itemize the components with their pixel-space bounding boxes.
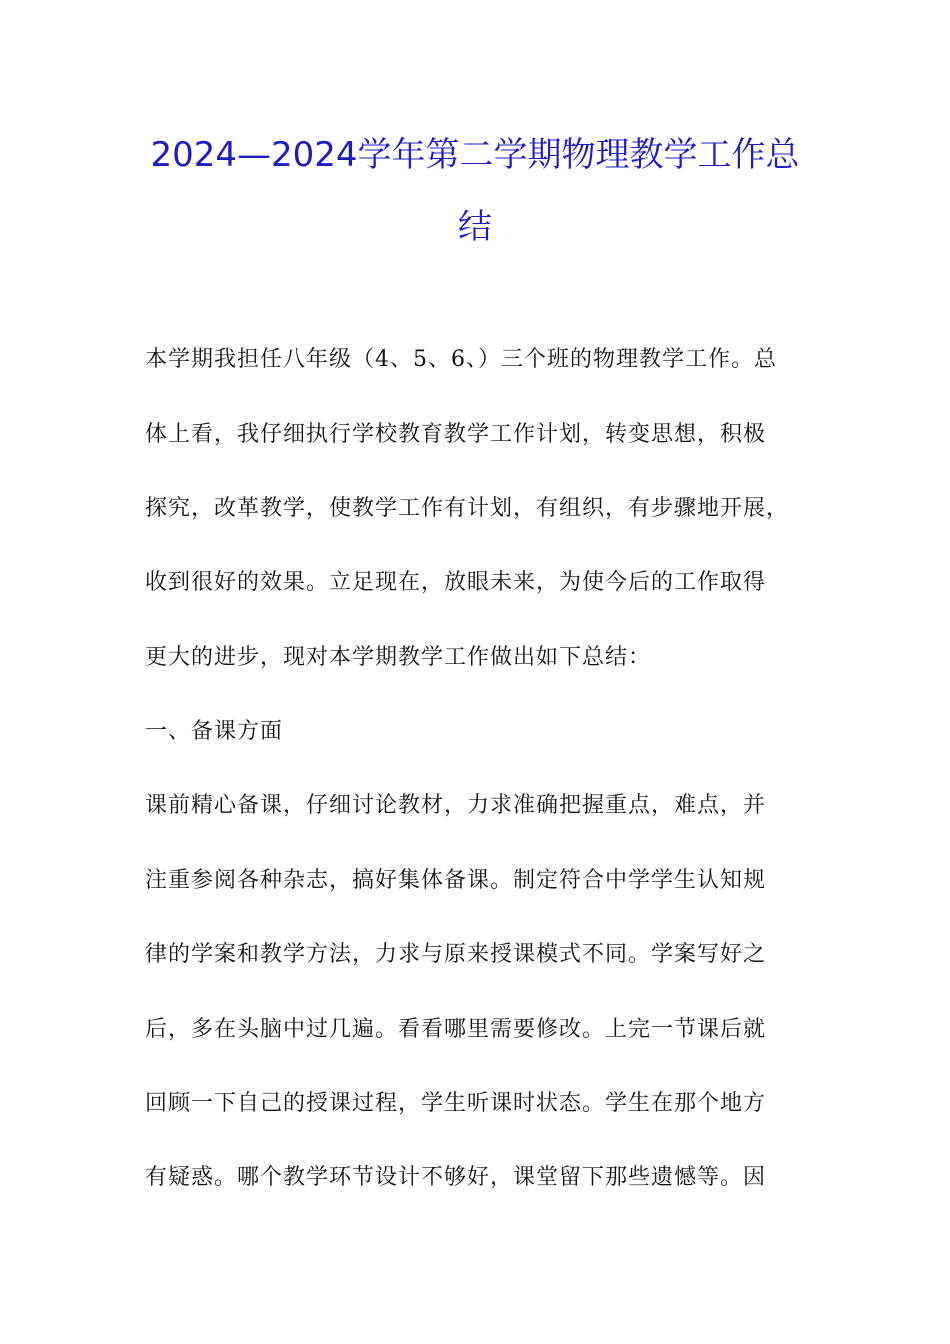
section1-line-3: 律的学案和教学方法，力求与原来授课模式不同。学案写好之 <box>145 942 767 967</box>
section-heading-lesson-prep: 一、备课方面 <box>145 719 284 744</box>
document-title-line-2: 结 <box>458 207 492 247</box>
section1-line-1: 课前精心备课，仔细讨论教材，力求准确把握重点，难点，并 <box>145 793 767 818</box>
section1-line-2: 注重参阅各种杂志，搞好集体备课。制定符合中学学生认知规 <box>145 868 767 893</box>
intro-line-4: 收到很好的效果。立足现在，放眼未来，为使今后的工作取得 <box>145 570 767 595</box>
section1-line-4: 后，多在头脑中过几遍。看看哪里需要修改。上完一节课后就 <box>145 1017 767 1042</box>
intro-line-3: 探究，改革教学，使教学工作有计划，有组织，有步骤地开展， <box>145 496 790 521</box>
section1-line-5: 回顾一下自己的授课过程，学生听课时状态。学生在那个地方 <box>145 1091 767 1116</box>
intro-line-1: 本学期我担任八年级（4、5、6、）三个班的物理教学工作。总 <box>145 347 777 372</box>
intro-line-2: 体上看，我仔细执行学校教育教学工作计划，转变思想，积极 <box>145 422 767 447</box>
intro-line-5: 更大的进步，现对本学期教学工作做出如下总结： <box>145 645 652 670</box>
document-title-line-1: 2024—2024学年第二学期物理教学工作总 <box>150 135 800 175</box>
section1-line-6: 有疑惑。哪个教学环节设计不够好，课堂留下那些遗憾等。因 <box>145 1165 767 1190</box>
